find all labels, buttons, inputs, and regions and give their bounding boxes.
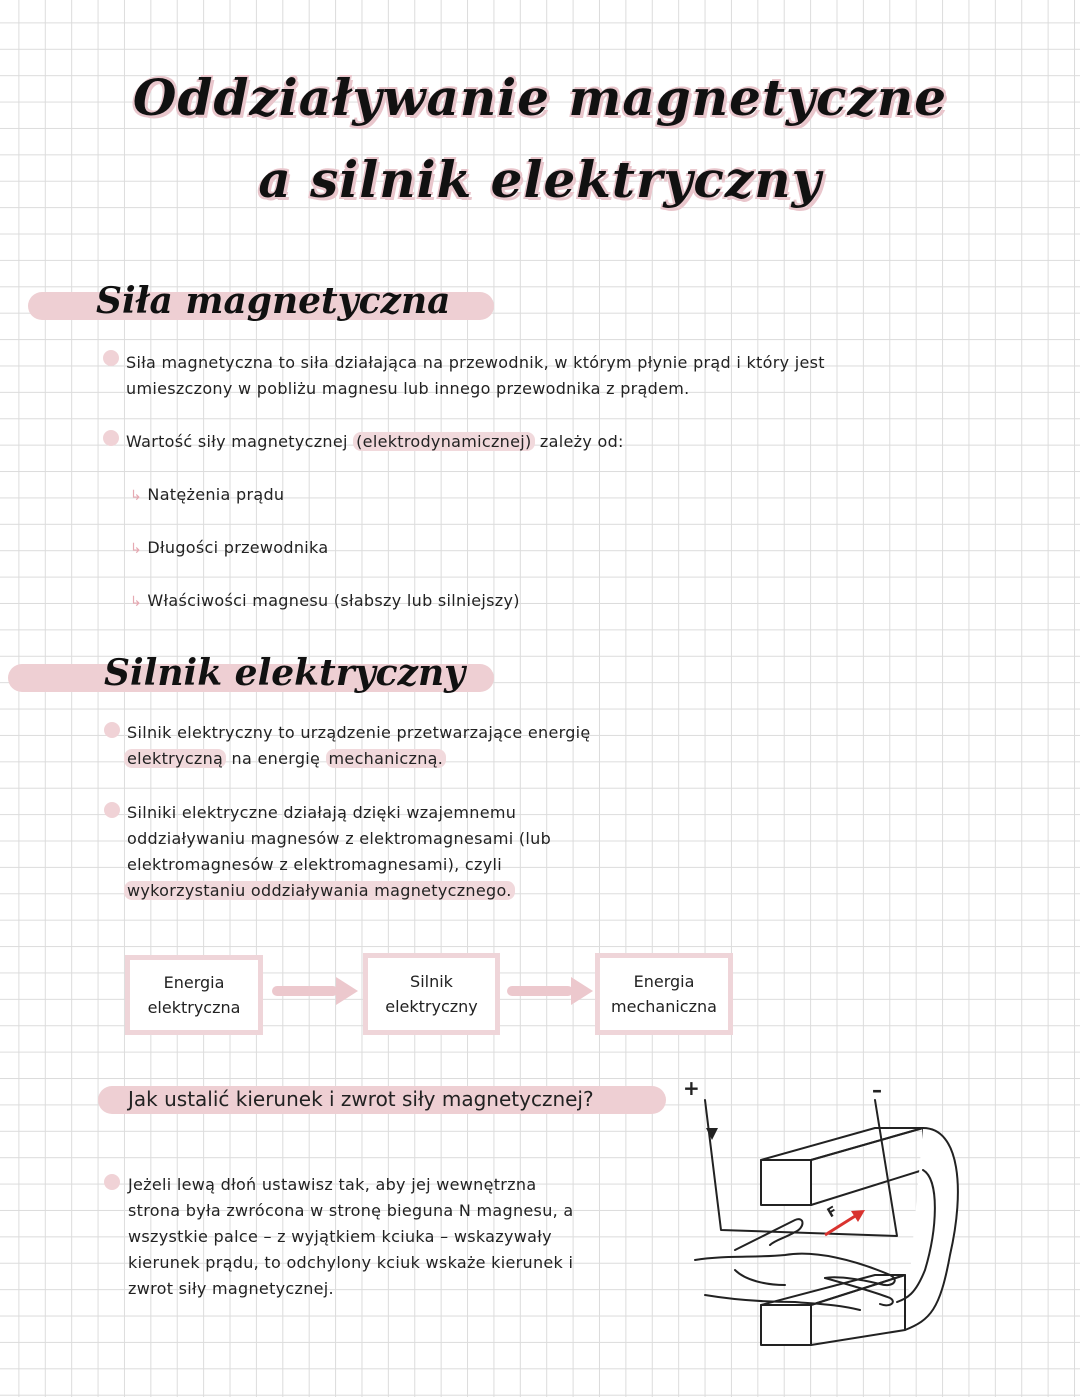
motor-principle-line-4 [124,878,515,904]
motor-definition-mid: na energię [226,749,326,768]
section-heading-electric-motor: Silnik elektryczny [104,652,466,694]
rule-line-5: zwrot siły magnetycznej. [128,1279,334,1298]
factor-item [130,588,520,615]
flow-box-motor [363,953,500,1035]
factor-label: Długości przewodnika [147,538,329,557]
flow-arrow-line [272,986,338,996]
arrow-return-icon: ↳ [130,541,143,557]
motor-principle-line-3: elektromagnesów z elektromagnesami), czyli [127,855,502,874]
left-hand-rule-diagram [675,1080,965,1380]
flow-box-label: elektryczny [385,997,478,1016]
flow-arrow-head-icon [571,977,593,1005]
hand-crease [735,1270,785,1285]
rule-line-3: wszystkie palce – z wyjątkiem kciuka – wskazywały [128,1227,552,1246]
motor-principle-line-1: Silniki elektryczne działają dzięki wzajemnemu [127,803,517,822]
flow-box-label: mechaniczna [611,997,717,1016]
highlight-mechanical: mechaniczną. [326,749,447,768]
definition-line-2: umieszczony w pobliżu magnesu lub innego przewodnika z prądem. [126,379,690,398]
dependency-prefix: Wartość siły magnetycznej [126,432,354,451]
factor-item [130,535,328,562]
dependency-highlight: (elektrodynamicznej) [353,432,534,451]
arrow-return-icon: ↳ [130,594,143,610]
flow-box-label: Energia [633,972,695,991]
bullet-dot [103,430,119,446]
page-title-line2: a silnik elektryczny [258,150,822,209]
definition-line-1: Siła magnetyczna to siła działająca na przewodnik, w którym płynie prąd i który jest [126,353,825,372]
factor-label: Właściwości magnesu (słabszy lub silniejszy) [147,591,520,610]
rule-line-1: Jeżeli lewą dłoń ustawisz tak, aby jej wewnętrzna [128,1175,537,1194]
highlight-magnetic-interaction: wykorzystaniu oddziaływania magnetycznego. [124,881,515,900]
section-heading-magnetic-force: Siła magnetyczna [96,280,451,322]
motor-definition-line-1: Silnik elektryczny to urządzenie przetwarzające energię [127,723,591,742]
flow-box-label: Energia [163,973,225,992]
motor-principle-line-2: oddziaływaniu magnesów z elektromagnesami (lub [127,829,552,848]
positive-terminal-label: + [683,1076,700,1100]
motor-definition-line-2 [124,746,446,772]
dependency-suffix: zależy od: [534,432,624,451]
magnet-bottom-front [761,1305,811,1345]
magnet-top-face [761,1128,923,1160]
bullet-dot [104,722,120,738]
flow-box-label: Silnik [410,972,453,991]
magnet-top-front [761,1160,811,1205]
flow-box-electric-energy [125,955,263,1035]
flow-box-mechanical-energy [595,953,733,1035]
negative-terminal-label: – [872,1078,882,1102]
dependency-intro [126,429,624,455]
bullet-dot [104,1174,120,1190]
hand-thumb [735,1219,803,1250]
flow-box-label: elektryczna [147,998,241,1017]
bullet-dot [103,350,119,366]
question-heading: Jak ustalić kierunek i zwrot siły magnetycznej? [128,1087,594,1111]
highlight-electric: elektryczną [124,749,226,768]
magnet-curve-outer [905,1128,958,1330]
page-title-line1: Oddziaływanie magnetyczne [132,68,948,127]
factor-item [130,482,284,509]
force-label: F [824,1203,841,1222]
current-arrow-icon [706,1128,718,1140]
bullet-dot [104,802,120,818]
hand-fingers [695,1254,895,1285]
rule-line-4: kierunek prądu, to odchylony kciuk wskaże kierunek i [128,1253,574,1272]
factor-label: Natężenia prądu [147,485,285,504]
flow-arrow-line [507,986,573,996]
arrow-return-icon: ↳ [130,488,143,504]
rule-line-2: strona była zwrócona w stronę bieguna N magnesu, a [128,1201,574,1220]
flow-arrow-head-icon [336,977,358,1005]
